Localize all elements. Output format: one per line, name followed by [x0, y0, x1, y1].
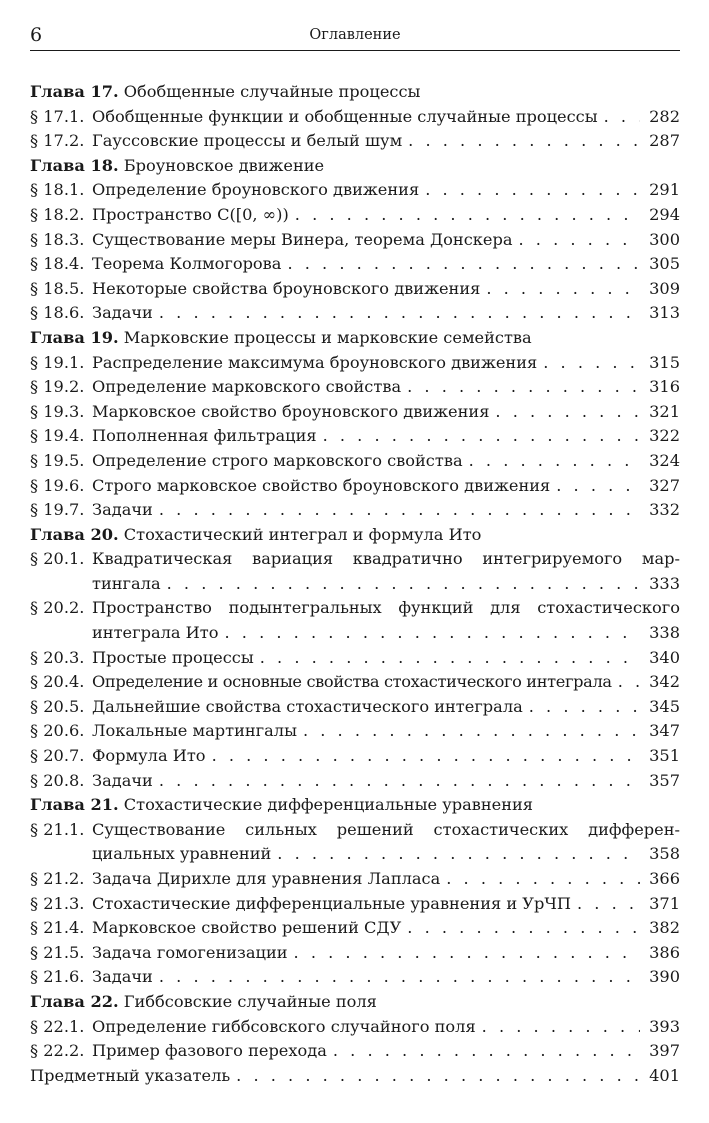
- chapter-heading: [30, 990, 680, 1015]
- section-number: § 22.2.: [30, 1041, 85, 1061]
- chapter-label: Глава 19.: [30, 327, 119, 347]
- page-ref: 390: [649, 967, 680, 987]
- section-title: Определение и основные свойства стохастического интеграла: [92, 672, 612, 692]
- page-ref: 332: [649, 500, 680, 520]
- section-number: § 19.1.: [30, 352, 85, 372]
- dot-leader: [556, 474, 640, 499]
- chapter-label: Глава 18.: [30, 155, 119, 175]
- toc-entry[interactable]: [30, 424, 680, 449]
- section-title: Пример фазового перехода: [92, 1041, 327, 1061]
- dot-leader: [446, 867, 640, 892]
- dot-leader: [159, 301, 640, 326]
- page-ref: 401: [649, 1065, 680, 1085]
- section-title: Строго марковское свойство броуновского движения: [92, 475, 551, 495]
- toc-entry[interactable]: [30, 400, 680, 425]
- section-title: Задача Дирихле для уравнения Лапласа: [92, 869, 441, 888]
- page-ref: 300: [649, 229, 680, 249]
- section-title: Задачи: [92, 770, 153, 790]
- chapter-heading: [30, 326, 680, 351]
- page-ref: 345: [649, 696, 680, 716]
- dot-leader: [469, 449, 640, 474]
- section-title: Задачи: [92, 303, 153, 323]
- section-number: § 19.7.: [30, 500, 85, 520]
- index-entry[interactable]: [30, 1064, 680, 1089]
- section-title: Задачи: [92, 967, 153, 987]
- page-number: 6: [30, 24, 43, 46]
- page-ref: 294: [649, 204, 680, 224]
- dot-leader: [167, 572, 640, 597]
- page-ref: 305: [649, 254, 680, 274]
- toc-entry[interactable]: [30, 965, 680, 990]
- section-title: Определение строго марковского свойства: [92, 450, 463, 470]
- toc-entry[interactable]: [30, 941, 680, 966]
- section-number: § 21.6.: [30, 967, 85, 987]
- toc-entry[interactable]: [30, 646, 680, 671]
- page-ref: 347: [649, 721, 680, 741]
- page-ref: 351: [649, 746, 680, 766]
- section-title: Марковское свойство решений СДУ: [92, 918, 402, 938]
- dot-leader: [295, 203, 640, 228]
- section-title: Распределение максимума броуновского движения: [92, 352, 538, 372]
- section-number: § 18.2.: [30, 204, 85, 224]
- page-ref: 382: [649, 918, 680, 938]
- page-ref: 322: [649, 426, 680, 446]
- toc-entry-line1[interactable]: [30, 818, 680, 843]
- dot-leader: [294, 941, 640, 966]
- toc-entry[interactable]: [30, 252, 680, 277]
- toc-entry[interactable]: [30, 474, 680, 499]
- section-title: Пространство C([0, ∞)): [92, 204, 289, 224]
- toc-entry[interactable]: [30, 351, 680, 376]
- section-number: § 18.1.: [30, 180, 85, 200]
- section-number: § 20.5.: [30, 696, 85, 716]
- chapter-heading: [30, 523, 680, 548]
- section-number: § 21.3.: [30, 893, 85, 913]
- toc-entry[interactable]: [30, 178, 680, 203]
- section-number: § 20.3.: [30, 647, 85, 667]
- chapter-title: Марковские процессы и марковские семейства: [123, 327, 532, 347]
- page-ref: 357: [649, 770, 680, 790]
- chapter-label: Глава 21.: [30, 795, 119, 815]
- toc-entry[interactable]: [30, 695, 680, 720]
- section-title: Стохастические дифференциальные уравнения и УрЧП: [92, 893, 571, 913]
- page-ref: 282: [649, 106, 680, 126]
- chapter-label: Глава 17.: [30, 82, 119, 101]
- toc-entry[interactable]: [30, 129, 680, 154]
- section-number: § 19.2.: [30, 377, 85, 397]
- dot-leader: [287, 252, 640, 277]
- section-title: Пространство подынтегральных функций для стохастического: [92, 598, 680, 618]
- section-number: § 20.2.: [30, 598, 85, 618]
- page-ref: 315: [649, 352, 680, 372]
- dot-leader: [618, 670, 640, 695]
- dot-leader: [482, 1015, 640, 1040]
- section-number: § 18.3.: [30, 229, 85, 249]
- toc-entry[interactable]: [30, 449, 680, 474]
- section-number: § 17.2.: [30, 131, 85, 151]
- section-title: Существование сильных решений стохастических дифферен-: [92, 819, 680, 839]
- section-number: § 21.1.: [30, 819, 85, 839]
- section-title: Гауссовские процессы и белый шум: [92, 131, 403, 151]
- page-ref: 291: [649, 180, 680, 200]
- page-ref: 338: [649, 623, 680, 643]
- dot-leader: [577, 892, 640, 917]
- toc-entry[interactable]: [30, 719, 680, 744]
- dot-leader: [604, 105, 640, 130]
- header-rule: [30, 50, 680, 51]
- section-number: § 18.4.: [30, 254, 85, 274]
- dot-leader: [260, 646, 640, 671]
- toc-entry[interactable]: [30, 892, 680, 917]
- section-title: Марковское свойство броуновского движения: [92, 401, 490, 421]
- dot-leader: [225, 621, 640, 646]
- page-ref: 309: [649, 278, 680, 298]
- section-title: Локальные мартингалы: [92, 721, 297, 741]
- section-title: Задачи: [92, 500, 153, 520]
- section-title: Пополненная фильтрация: [92, 426, 317, 446]
- section-number: § 19.6.: [30, 475, 85, 495]
- section-title: Обобщенные функции и обобщенные случайные процессы: [92, 106, 598, 126]
- section-number: § 19.5.: [30, 450, 85, 470]
- page-ref: 366: [649, 869, 680, 888]
- dot-leader: [212, 744, 640, 769]
- toc-entry[interactable]: [30, 1039, 680, 1064]
- dot-leader: [425, 178, 640, 203]
- page-ref: 386: [649, 942, 680, 962]
- section-title: Формула Ито: [92, 746, 206, 766]
- dot-leader: [159, 498, 640, 523]
- toc-entry[interactable]: [30, 375, 680, 400]
- dot-leader: [323, 424, 640, 449]
- page-ref: 393: [649, 1016, 680, 1036]
- chapter-title: Броуновское движение: [123, 155, 325, 175]
- toc-entry[interactable]: [30, 203, 680, 228]
- section-number: § 21.5.: [30, 942, 85, 962]
- chapter-heading: [30, 154, 680, 179]
- dot-leader: [236, 1064, 640, 1089]
- dot-leader: [519, 228, 641, 253]
- chapter-title: Стохастический интеграл и формула Ито: [123, 524, 482, 544]
- page-ref: 324: [649, 450, 680, 470]
- dot-leader: [486, 277, 640, 302]
- section-title: Задача гомогенизации: [92, 942, 288, 962]
- chapter-label: Глава 20.: [30, 524, 119, 544]
- section-title: Определение марковского свойства: [92, 377, 402, 397]
- toc-entry[interactable]: [30, 228, 680, 253]
- page-ref: 313: [649, 303, 680, 323]
- section-number: § 17.1.: [30, 106, 85, 126]
- dot-leader: [407, 375, 640, 400]
- page-ref: 397: [649, 1041, 680, 1061]
- section-number: § 22.1.: [30, 1016, 85, 1036]
- toc-entry-line2[interactable]: [30, 842, 680, 867]
- page-ref: 342: [649, 672, 680, 692]
- chapter-heading: [30, 793, 680, 818]
- toc-entry[interactable]: [30, 744, 680, 769]
- section-number: § 18.5.: [30, 278, 85, 298]
- page-ref: 333: [649, 573, 680, 593]
- toc-entry[interactable]: [30, 670, 680, 695]
- table-of-contents: [30, 80, 680, 1088]
- dot-leader: [543, 351, 640, 376]
- toc-entry-line1[interactable]: [30, 596, 680, 621]
- running-header: [30, 24, 680, 50]
- section-number: § 20.1.: [30, 549, 85, 569]
- toc-entry[interactable]: [30, 916, 680, 941]
- dot-leader: [407, 916, 640, 941]
- dot-leader: [529, 695, 640, 720]
- index-title: Предметный указатель: [30, 1065, 231, 1085]
- section-number: § 21.4.: [30, 918, 85, 938]
- section-number: § 20.8.: [30, 770, 85, 790]
- page-ref: 321: [649, 401, 680, 421]
- section-title: Некоторые свойства броуновского движения: [92, 278, 481, 298]
- chapter-heading: [30, 80, 680, 105]
- toc-entry-line2[interactable]: [30, 572, 680, 597]
- section-title: Дальнейшие свойства стохастического интеграла: [92, 696, 523, 716]
- toc-entry[interactable]: [30, 277, 680, 302]
- section-number: § 19.4.: [30, 426, 85, 446]
- dot-leader: [277, 842, 640, 867]
- running-title: Оглавление: [309, 27, 401, 43]
- section-title: Определение броуновского движения: [92, 180, 420, 200]
- section-number: § 20.7.: [30, 746, 85, 766]
- toc-entry-line2[interactable]: [30, 621, 680, 646]
- chapter-title: Обобщенные случайные процессы: [123, 82, 421, 101]
- toc-entry[interactable]: [30, 105, 680, 130]
- chapter-title: Стохастические дифференциальные уравнения: [123, 795, 533, 815]
- page-ref: 340: [649, 647, 680, 667]
- section-title: Определение гиббсовского случайного поля: [92, 1016, 476, 1036]
- section-number: § 21.2.: [30, 869, 85, 888]
- toc-entry[interactable]: [30, 1015, 680, 1040]
- toc-entry[interactable]: [30, 301, 680, 326]
- section-title-continued: тингала: [92, 573, 161, 593]
- section-number: § 19.3.: [30, 401, 85, 421]
- page-ref: 358: [649, 844, 680, 864]
- page-ref: 287: [649, 131, 680, 151]
- section-number: § 20.6.: [30, 721, 85, 741]
- dot-leader: [159, 769, 640, 794]
- toc-entry[interactable]: [30, 769, 680, 794]
- chapter-title: Гиббсовские случайные поля: [123, 991, 377, 1011]
- section-number: § 20.4.: [30, 672, 85, 692]
- page-ref: 371: [649, 893, 680, 913]
- dot-leader: [408, 129, 640, 154]
- section-number: § 18.6.: [30, 303, 85, 323]
- section-title: Квадратическая вариация квадратично интегрируемого мар-: [92, 549, 680, 569]
- toc-entry[interactable]: [30, 867, 680, 892]
- section-title: Простые процессы: [92, 647, 254, 667]
- section-title-continued: интеграла Ито: [92, 623, 219, 643]
- chapter-label: Глава 22.: [30, 991, 119, 1011]
- section-title: Существование меры Винера, теорема Донскера: [92, 229, 513, 249]
- section-title: Теорема Колмогорова: [92, 254, 282, 274]
- toc-entry-line1[interactable]: [30, 547, 680, 572]
- section-title-continued: циальных уравнений: [92, 844, 272, 864]
- dot-leader: [303, 719, 640, 744]
- page-ref: 327: [649, 475, 680, 495]
- dot-leader: [333, 1039, 640, 1064]
- page-ref: 316: [649, 377, 680, 397]
- toc-entry[interactable]: [30, 498, 680, 523]
- dot-leader: [159, 965, 640, 990]
- dot-leader: [495, 400, 640, 425]
